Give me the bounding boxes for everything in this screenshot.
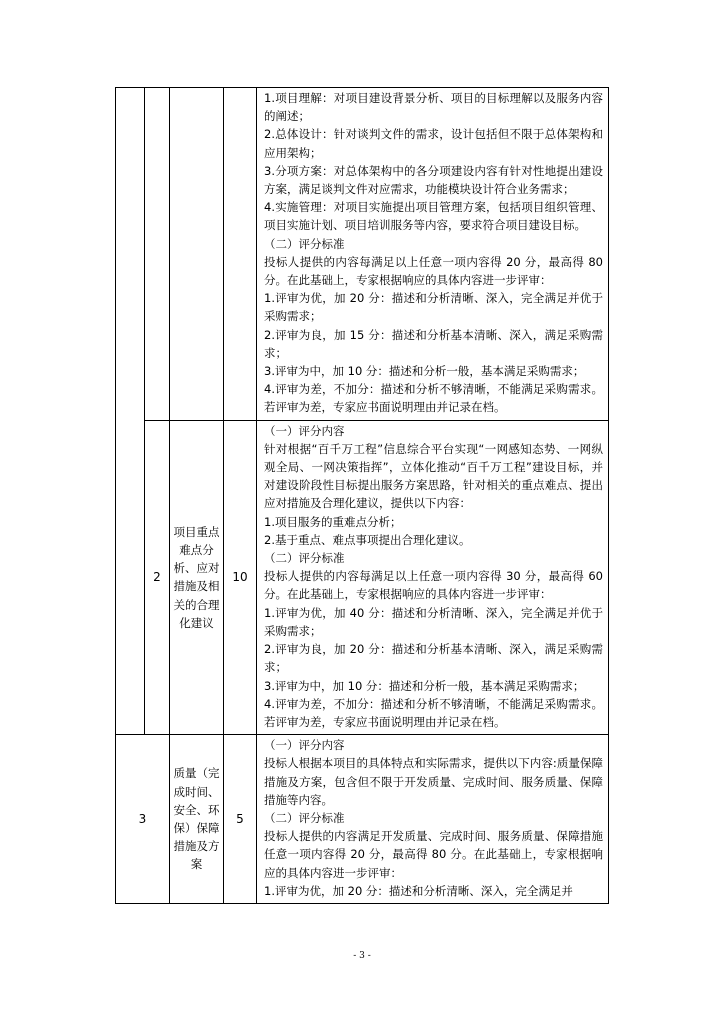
content-line: 3.评审为中，加 10 分：描述和分析一般，基本满足采购需求； — [264, 364, 585, 379]
item-name-cell — [170, 88, 224, 421]
score-value: 10 — [224, 420, 257, 734]
content-line: 1.评审为优，加 40 分：描述和分析清晰、深入，完全满足并优于采购需求； — [264, 605, 603, 638]
content-line: 1.评审为优，加 20 分：描述和分析清晰、深入，完全满足并 — [264, 883, 573, 898]
content-line: （二）评分标准 — [264, 810, 345, 825]
content-line: 3.分项方案：对总体架构中的各分项建设内容有针对性地提出建设方案，满足谈判文件对应需求，功能模块设计符合业务需求； — [264, 163, 603, 197]
content-line: 1.评审为优，加 20 分：描述和分析清晰、深入，完全满足并优于采购需求； — [264, 291, 603, 324]
item-name: 质量（完成时间、安全、环保）保障措施及方案 — [170, 735, 224, 904]
content-line: 2.评审为良，加 15 分：描述和分析基本清晰、深入，满足采购需求； — [264, 327, 603, 360]
table-row — [116, 420, 609, 734]
content-line: 投标人提供的内容满足开发质量、完成时间、服务质量、保障措施任意一项内容得 20 分，最高得 80 分。在此基础上，专家根据响应的具体内容进一步评审： — [264, 829, 603, 880]
item-name: 项目重点难点分析、应对措施及相关的合理化建议 — [170, 420, 224, 734]
content-line: （二）评分标准 — [264, 551, 345, 566]
score-value: 5 — [224, 735, 257, 904]
number-cell — [145, 88, 170, 421]
row-number: 3 — [116, 735, 170, 904]
content-line: 投标人提供的内容每满足以上任意一项内容得 20 分，最高得 80 分。在此基础上，专家根据响应的具体内容进一步评审： — [264, 254, 603, 288]
content-cell — [257, 420, 609, 734]
content-line: 针对根据“百千万工程”信息综合平台实现“一网感知态势、一网纵观全局、一网决策指挥”，立体化推动“百千万工程”建设目标，并对建设阶段性目标提出服务方案思路，针对相关的重点难点、提出应对措施及合理化建议，提供以下内容： — [264, 441, 603, 511]
content-line: 3.评审为中，加 10 分：描述和分析一般，基本满足采购需求； — [264, 678, 585, 693]
category-cell — [116, 88, 145, 735]
table-row — [116, 88, 609, 421]
content-line: 4.评审为差，不加分：描述和分析不够清晰，不能满足采购需求。若评审为差，专家应书面说明理由并记录在档。 — [264, 382, 603, 415]
content-cell — [257, 88, 609, 421]
table-row — [116, 735, 609, 904]
content-line: 2.总体设计：针对谈判文件的需求，设计包括但不限于总体架构和应用架构； — [264, 127, 603, 160]
content-line: 投标人根据本项目的具体特点和实际需求，提供以下内容:质量保障措施及方案，包含但不限于开发质量、完成时间、服务质量、保障措施等内容。 — [264, 756, 603, 807]
content-cell — [257, 735, 609, 904]
content-line: 2.评审为良，加 20 分：描述和分析基本清晰、深入，满足采购需求； — [264, 642, 603, 675]
score-cell — [224, 88, 257, 421]
content-line: （二）评分标准 — [264, 236, 345, 251]
row-number: 2 — [145, 420, 170, 734]
content-line: 4.评审为差，不加分：描述和分析不够清晰，不能满足采购需求。若评审为差，专家应书面说明理由并记录在档。 — [264, 696, 603, 729]
content-line: 4.实施管理：对项目实施提出项目管理方案，包括项目组织管理、项目实施计划、项目培训服务等内容，要求符合项目建设目标。 — [264, 200, 603, 233]
content-line: 1.项目理解：对项目建设背景分析、项目的目标理解以及服务内容的阐述； — [264, 91, 603, 124]
content-line: 1.项目服务的重难点分析； — [264, 514, 402, 529]
content-line: 2.基于重点、难点事项提出合理化建议。 — [264, 532, 471, 547]
scoring-table — [115, 87, 609, 904]
content-line: （一）评分内容 — [264, 423, 345, 438]
content-line: 投标人提供的内容每满足以上任意一项内容得 30 分，最高得 60 分。在此基础上，专家根据响应的具体内容进一步评审： — [264, 569, 603, 602]
page-number: - 3 - — [353, 951, 371, 961]
content-line: （一）评分内容 — [264, 738, 345, 753]
